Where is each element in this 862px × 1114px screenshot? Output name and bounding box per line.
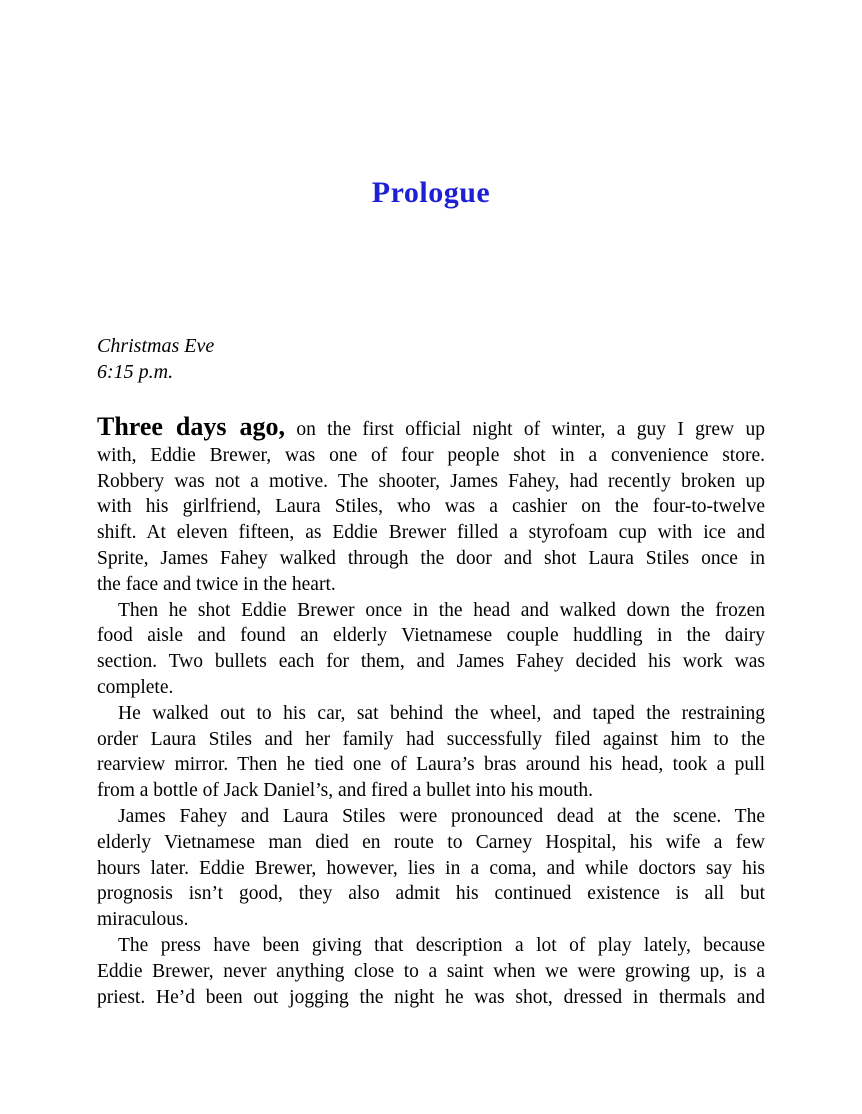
text-line: priest. He’d been out jogging the night he was shot, dressed in thermals and xyxy=(97,986,765,1008)
text-line: order Laura Stiles and her family had successfully filed against him to the xyxy=(97,728,765,750)
paragraph xyxy=(97,933,765,1010)
text-line: miraculous. xyxy=(97,909,189,931)
text-line: elderly Vietnamese man died en route to Carney Hospital, his wife a few xyxy=(97,831,765,853)
text-line: James Fahey and Laura Stiles were pronounced dead at the scene. The xyxy=(118,805,765,827)
chapter-title: Prologue xyxy=(371,176,491,209)
text-line: with his girlfriend, Laura Stiles, who was a cashier on the four-to-twelve xyxy=(97,496,765,518)
paragraph xyxy=(97,598,765,701)
dateline xyxy=(97,334,765,385)
text-line: with, Eddie Brewer, was one of four people shot in a convenience store. xyxy=(97,444,765,466)
paragraph-lead: Three days ago, xyxy=(97,412,285,441)
text-line: from a bottle of Jack Daniel’s, and fired a bullet into his mouth. xyxy=(97,780,594,802)
text-line: Eddie Brewer, never anything close to a saint when we were growing up, is a xyxy=(97,960,765,982)
text-line: Sprite, James Fahey walked through the door and shot Laura Stiles once in xyxy=(97,547,765,569)
text-line: hours later. Eddie Brewer, however, lies in a coma, and while doctors say his xyxy=(97,857,765,879)
paragraph xyxy=(97,804,765,933)
text-line: the face and twice in the heart. xyxy=(97,573,336,595)
text-line: Three days ago, on the first official night of winter, a guy I grew up xyxy=(97,412,765,441)
text-line: food aisle and found an elderly Vietnamese couple huddling in the dairy xyxy=(97,625,765,647)
text-line: section. Two bullets each for them, and James Fahey decided his work was xyxy=(97,651,765,673)
dateline-date: Christmas Eve xyxy=(97,335,215,357)
text-line: He walked out to his car, sat behind the wheel, and taped the restraining xyxy=(118,702,765,724)
text-line: The press have been giving that description a lot of play lately, because xyxy=(118,934,765,956)
text-line: prognosis isn’t good, they also admit his continued existence is all but xyxy=(97,883,765,905)
text-line: complete. xyxy=(97,676,174,698)
paragraph xyxy=(97,412,765,598)
paragraph xyxy=(97,701,765,804)
text-line: Robbery was not a motive. The shooter, James Fahey, had recently broken up xyxy=(97,470,765,492)
dateline-time: 6:15 p.m. xyxy=(97,360,174,383)
body-text xyxy=(97,412,765,1010)
text-line: Then he shot Eddie Brewer once in the head and walked down the frozen xyxy=(118,599,765,621)
text-line: rearview mirror. Then he tied one of Laura’s bras around his head, took a pull xyxy=(97,754,765,776)
text-line: shift. At eleven fifteen, as Eddie Brewer filled a styrofoam cup with ice and xyxy=(97,522,765,544)
